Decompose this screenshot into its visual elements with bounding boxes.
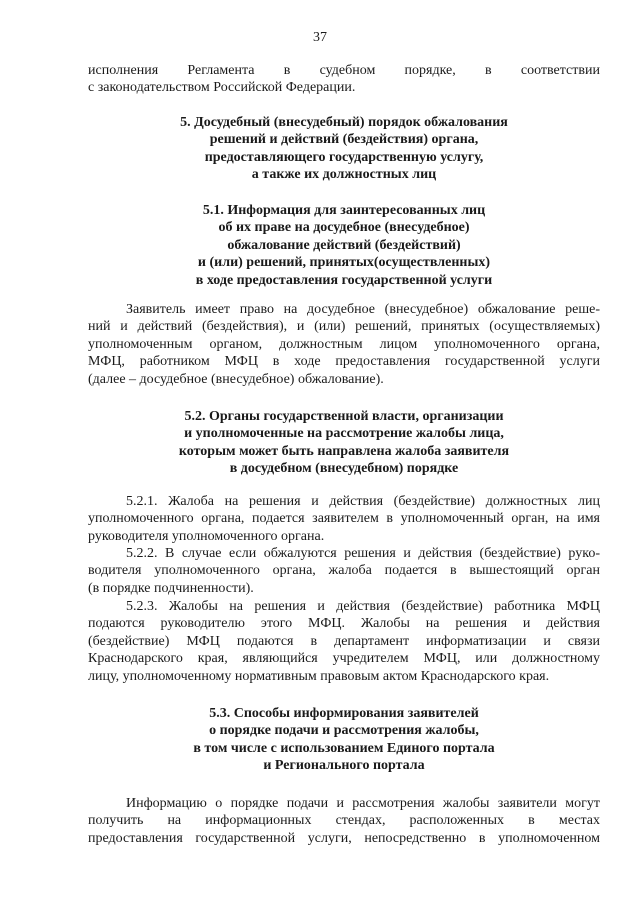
text-line: Информацию о порядке подачи и рассмотрения жалобы заявители могут <box>126 796 600 811</box>
text-line: получить на информационных стендах, расположенных в местах <box>88 813 600 829</box>
text-line: Краснодарского края, являющийся учредителем МФЦ, или должностному <box>88 651 600 667</box>
text-line: уполномоченного органа, подается заявителем в уполномоченный орган, на имя <box>88 511 600 527</box>
section-5-1-heading <box>88 202 600 289</box>
text-line: Заявитель имеет право на досудебное (внесудебное) обжалование реше- <box>126 302 600 317</box>
heading-line: обжалование действий (бездействий) <box>227 237 461 253</box>
section-5-3-heading <box>88 705 600 775</box>
heading-line: 5. Досудебный (внесудебный) порядок обжалования <box>180 115 508 130</box>
heading-line: которым может быть направлена жалоба заявителя <box>178 443 510 459</box>
text-line: с законодательством Российской Федерации. <box>88 80 356 96</box>
text-line: 5.2.1. Жалоба на решения и действия (бездействие) должностных лиц <box>126 494 600 509</box>
text-line: ний и действий (бездействия), и (или) решений, принятых (осуществляемых) <box>88 319 600 335</box>
section-5-1-paragraph <box>88 301 600 388</box>
heading-line: в ходе предоставления государственной услуги <box>195 272 493 288</box>
text-line: (бездействие) МФЦ подаются в департамент информатизации и связи <box>88 633 600 649</box>
text-line: руководителя уполномоченного органа. <box>88 528 325 544</box>
paragraph-5-2-3 <box>88 598 600 685</box>
text-line: уполномоченным органом, должностным лицом уполномоченного органа, <box>88 336 600 352</box>
text-line: 5.2.3. Жалобы на решения и действия (бездействие) работника МФЦ <box>126 599 600 614</box>
text-line: (далее – досудебное (внесудебное) обжалование). <box>88 371 384 387</box>
section-5-2-heading <box>88 408 600 478</box>
paragraph-5-2-2 <box>88 545 600 597</box>
page-number: 37 <box>313 30 327 45</box>
section-5-3-paragraph <box>88 795 600 847</box>
text-line: (в порядке подчиненности). <box>88 580 254 596</box>
heading-line: а также их должностных лиц <box>251 167 437 183</box>
text-line: 5.2.2. В случае если обжалуются решения и действия (бездействие) руко- <box>126 546 600 561</box>
text-line: подаются руководителю этого МФЦ. Жалобы на решения и действия <box>88 616 600 632</box>
heading-line: предоставляющего государственную услугу, <box>204 149 484 165</box>
section-5-heading <box>88 114 600 184</box>
text-line: исполнения Регламента в судебном порядке, в соответствии <box>88 63 600 78</box>
heading-line: об их праве на досудебное (внесудебное) <box>218 220 470 236</box>
heading-line: и (или) решений, принятых(осуществленных) <box>197 255 491 271</box>
text-line: лицу, уполномоченному нормативным правовым актом Краснодарского края. <box>88 668 550 684</box>
paragraph-5-2-1 <box>88 493 600 545</box>
heading-line: о порядке подачи и рассмотрения жалобы, <box>209 723 479 739</box>
intro-paragraph <box>88 62 600 97</box>
heading-line: в досудебном (внесудебном) порядке <box>229 461 459 477</box>
heading-line: решений и действий (бездействия) органа, <box>209 132 479 148</box>
heading-line: 5.3. Способы информирования заявителей <box>209 706 479 721</box>
heading-line: и Регионального портала <box>263 758 425 774</box>
heading-line: и уполномоченные на рассмотрение жалобы лица, <box>184 426 504 442</box>
text-line: предоставления государственной услуги, непосредственно в уполномоченном <box>88 830 600 846</box>
heading-line: в том числе с использованием Единого портала <box>193 740 495 756</box>
text-line: МФЦ, работником МФЦ в ходе предоставления государственной услуги <box>88 354 600 370</box>
text-line: водителя уполномоченного органа, жалоба подается в вышестоящий орган <box>88 563 600 579</box>
heading-line: 5.2. Органы государственной власти, организации <box>184 409 504 424</box>
heading-line: 5.1. Информация для заинтересованных лиц <box>202 203 486 218</box>
